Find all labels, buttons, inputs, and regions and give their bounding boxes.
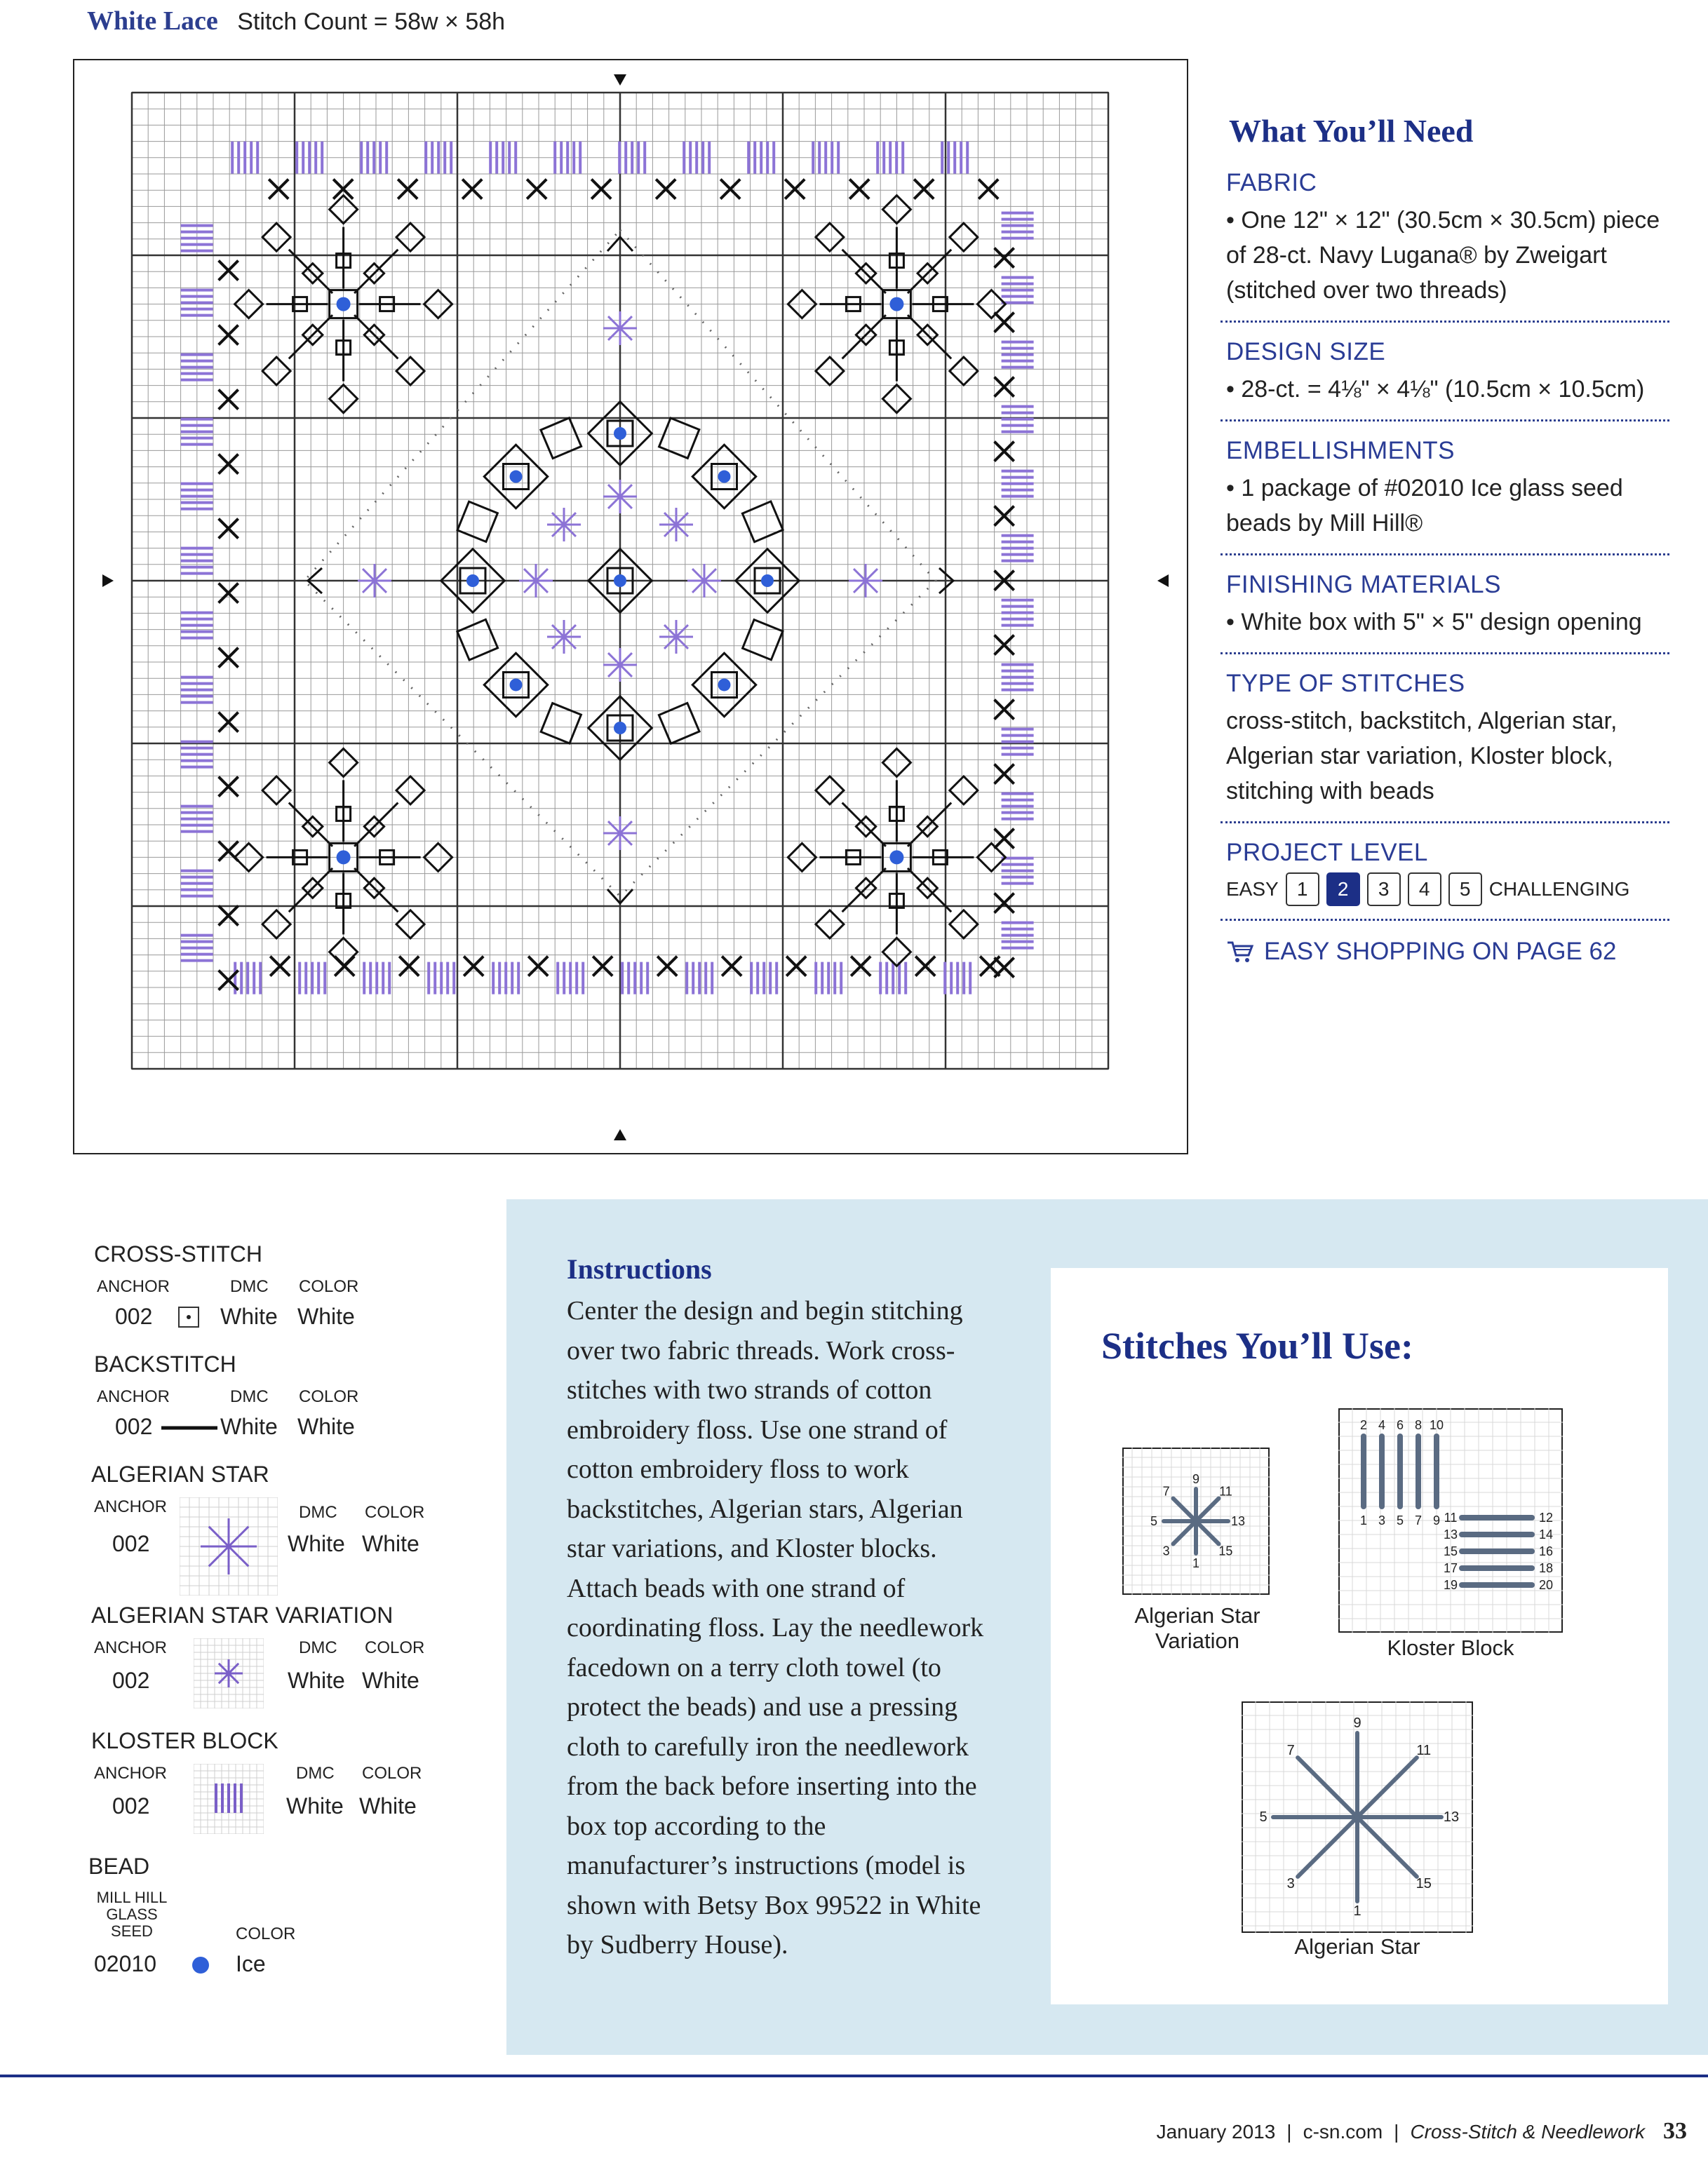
stitch-number: 1 (1192, 1556, 1200, 1570)
fabric-heading: FABRIC (1226, 169, 1317, 196)
algerian-star-motif (603, 311, 637, 345)
footer-rule (0, 2075, 1708, 2077)
algerian-star-key-icon (180, 1497, 278, 1596)
stitch-number: 3 (1378, 1513, 1386, 1527)
algerian-star-variation-diagram (1122, 1448, 1270, 1595)
key-alg-anchor: 002 (112, 1531, 150, 1556)
stitch-number: 13 (1443, 1527, 1458, 1542)
key-cross-dmc: White (220, 1304, 278, 1329)
page-number: 33 (1663, 2118, 1687, 2144)
arrow-top-icon (614, 74, 626, 86)
design-size-heading: DESIGN SIZE (1226, 338, 1386, 365)
bead (614, 574, 626, 587)
cross-stitch-chart (73, 59, 1188, 1154)
level-box-5: 5 (1448, 872, 1482, 906)
level-box-2: 2 (1326, 872, 1360, 906)
cross-symbol-icon (178, 1307, 199, 1328)
key-cross-row (77, 1277, 470, 1351)
level-box-3: 3 (1367, 872, 1401, 906)
key-algvar-color: White (362, 1668, 419, 1693)
star-arm (229, 1673, 238, 1683)
level-challenging-label: CHALLENGING (1488, 878, 1630, 900)
key-kloster-dmc: White (286, 1793, 344, 1819)
bead-dot-icon (191, 1955, 210, 1975)
stitch-number: 11 (1416, 1743, 1432, 1759)
bead (889, 297, 903, 311)
level-box-1: 1 (1286, 872, 1319, 906)
key-color-label: COLOR (299, 1277, 359, 1296)
key-alg-dmc: White (288, 1531, 345, 1556)
page-footer (1157, 2118, 1687, 2145)
key-bead-title: BEAD (88, 1854, 150, 1879)
bead (337, 297, 351, 311)
key-alg-title: ALGERIAN STAR (91, 1462, 269, 1487)
key-cross-title: CROSS-STITCH (94, 1241, 262, 1267)
key-anchor-label: ANCHOR (97, 1277, 170, 1296)
bead (466, 574, 479, 587)
key-anchor-label: ANCHOR (94, 1764, 168, 1783)
backstitch-line-icon (161, 1425, 217, 1431)
key-back-anchor: 002 (115, 1414, 153, 1439)
key-back-row (77, 1387, 470, 1462)
algerian-star-variation-key-icon (194, 1638, 264, 1708)
stitch-number: 15 (1218, 1544, 1233, 1558)
stitch-number: 7 (1286, 1743, 1295, 1759)
embellishments-heading: EMBELLISHMENTS (1226, 437, 1455, 464)
footer-publication: Cross-Stitch & Needlework (1410, 2121, 1645, 2143)
key-algvar-anchor: 002 (112, 1668, 150, 1693)
key-bead-number: 02010 (94, 1951, 156, 1976)
finishing-section (1221, 562, 1669, 654)
bead (510, 678, 523, 691)
algerian-star-motif (603, 480, 637, 513)
bead (718, 471, 730, 483)
key-alg-row (77, 1497, 470, 1603)
key-dmc-label: DMC (230, 1277, 269, 1296)
footer-date: January 2013 (1156, 2121, 1276, 2143)
materials-panel (1221, 112, 1669, 966)
algerian-star-motif (603, 648, 637, 682)
stitch-number: 1 (1353, 1903, 1361, 1919)
key-algvar-row (77, 1638, 470, 1728)
stitch-number: 9 (1192, 1472, 1200, 1486)
key-back-title: BACKSTITCH (94, 1351, 236, 1377)
key-kloster-color: White (359, 1793, 417, 1819)
stitch-number: 19 (1443, 1578, 1458, 1592)
key-kloster-row (77, 1764, 470, 1854)
key-color-label: COLOR (299, 1387, 359, 1406)
stitch-number: 1 (1359, 1513, 1368, 1527)
algerian-star-motif (659, 508, 693, 541)
chart-canvas (74, 60, 1187, 1153)
bead (761, 574, 774, 587)
stitch-types-heading: TYPE OF STITCHES (1226, 670, 1465, 697)
floss-key (77, 1241, 470, 1995)
footer-separator: | (1286, 2121, 1292, 2143)
star-arm (219, 1673, 229, 1683)
stitch-number: 10 (1429, 1418, 1444, 1432)
stitch-number: 11 (1444, 1511, 1458, 1525)
bead (889, 850, 903, 864)
algerian-star-motif (547, 620, 581, 654)
stitch-number: 16 (1538, 1544, 1554, 1558)
shopping-cart-icon (1226, 940, 1254, 964)
level-easy-label: EASY (1226, 878, 1279, 900)
key-anchor-label: ANCHOR (97, 1387, 170, 1406)
footer-site[interactable]: c-sn.com (1303, 2121, 1383, 2143)
key-dmc-label: DMC (299, 1638, 337, 1657)
stitch-number: 9 (1353, 1715, 1361, 1731)
stitch-number: 15 (1443, 1544, 1458, 1558)
design-size-text: • 28-ct. = 4⅛" × 4⅛" (10.5cm × 10.5cm) (1226, 376, 1645, 403)
fabric-text: • One 12" × 12" (30.5cm × 30.5cm) piece of 28-ct. Navy Lugana® by Zweigart (stitched over two threads) (1226, 207, 1660, 304)
arrow-bottom-icon (614, 1129, 626, 1140)
algerian-star-motif (603, 816, 637, 850)
key-dmc-label: DMC (296, 1764, 335, 1783)
key-cross-color: White (297, 1304, 355, 1329)
key-bead-color-label: COLOR (236, 1924, 296, 1943)
kloster-block-diagram (1338, 1408, 1563, 1633)
stitch-number: 18 (1538, 1561, 1554, 1575)
algerian-star-motif (519, 564, 553, 598)
key-back-color: White (297, 1414, 355, 1439)
key-dmc-label: DMC (299, 1503, 337, 1522)
finishing-text: • White box with 5" × 5" design opening (1226, 609, 1642, 635)
chart-title: White Lace (87, 6, 218, 36)
key-color-label: COLOR (365, 1503, 425, 1522)
key-dmc-label: DMC (230, 1387, 269, 1406)
stitch-number: 3 (1286, 1875, 1295, 1891)
footer-separator: | (1394, 2121, 1399, 2143)
arrow-right-icon (1157, 574, 1169, 587)
stitch-types-section (1221, 661, 1669, 823)
key-kloster-anchor: 002 (112, 1793, 150, 1819)
stitch-number: 17 (1443, 1561, 1458, 1575)
stitch-number: 20 (1538, 1578, 1554, 1592)
bead (337, 850, 351, 864)
stitch-number: 6 (1396, 1418, 1404, 1432)
stitch-types-text: cross-stitch, backstitch, Algerian star, Algerian star variation, Kloster block, stitching with beads (1226, 708, 1618, 804)
key-algvar-dmc: White (288, 1668, 345, 1693)
key-back-dmc: White (220, 1414, 278, 1439)
stitches-card (1051, 1268, 1668, 2004)
materials-heading: What You’ll Need (1229, 113, 1474, 149)
algerian-star-variation-label: Algerian Star Variation (1134, 1603, 1260, 1653)
algerian-star-motif (358, 564, 391, 598)
stitch-number: 9 (1432, 1513, 1441, 1527)
key-kloster-title: KLOSTER BLOCK (91, 1728, 278, 1753)
embellishments-text: • 1 package of #02010 Ice glass seed beads by Mill Hill® (1226, 475, 1623, 537)
shopping-text: EASY SHOPPING ON PAGE 62 (1264, 938, 1617, 965)
algerian-star-motif (659, 620, 693, 654)
stitch-number: 13 (1443, 1809, 1460, 1825)
algerian-star-label: Algerian Star (1294, 1934, 1420, 1959)
key-color-label: COLOR (365, 1638, 425, 1657)
chart-header (87, 6, 505, 36)
bead (614, 722, 626, 734)
stitch-number: 11 (1219, 1484, 1232, 1499)
algerian-star-diagram (1242, 1701, 1473, 1933)
algerian-star-motif (687, 564, 721, 598)
stitch-number: 5 (1259, 1809, 1267, 1825)
key-cross-anchor: 002 (115, 1304, 153, 1329)
embellishments-section (1221, 429, 1669, 555)
star-arm (229, 1664, 238, 1673)
project-level-section (1221, 830, 1669, 921)
instructions-text: Center the design and begin stitching over two fabric threads. Work cross-stitches with two strands of cotton embroidery floss. Use one strand of cotton embroidery floss to work backstitches, Algerian stars, Algerian star variations, and Kloster blocks. Attach beads with one strand of coordinating floss. Lay the needlework facedown on a terry cloth towel (to protect the beads) and use a pressing cloth to carefully iron the needlework from the back before inserting into the box top according to the manufacturer’s instructions (model is shown with Betsy Box 99522 in White by Sudberry House). (567, 1296, 984, 1960)
star-arm (219, 1664, 229, 1673)
finishing-heading: FINISHING MATERIALS (1226, 571, 1501, 598)
stitch-number: 13 (1230, 1514, 1246, 1528)
bead (718, 678, 730, 691)
stitch-number: 2 (1359, 1418, 1368, 1432)
stitch-number: 7 (1414, 1513, 1423, 1527)
stitch-number: 5 (1150, 1514, 1158, 1528)
key-alg-color: White (362, 1531, 419, 1556)
stitch-number: 15 (1416, 1875, 1432, 1891)
key-anchor-label: ANCHOR (94, 1638, 168, 1657)
arrow-left-icon (102, 574, 114, 587)
algerian-star-motif (547, 508, 581, 541)
key-color-label: COLOR (362, 1764, 422, 1783)
key-algvar-title: ALGERIAN STAR VARIATION (91, 1603, 394, 1628)
kloster-block-key-icon (194, 1764, 264, 1834)
key-bead-mill-label: MILL HILL GLASS SEED (96, 1889, 168, 1940)
stitch-number: 7 (1162, 1484, 1170, 1499)
design-size-section (1221, 330, 1669, 421)
bead (510, 471, 523, 483)
fabric-section (1221, 161, 1669, 323)
stitch-number: 12 (1538, 1511, 1554, 1525)
stitches-heading: Stitches You’ll Use: (1101, 1325, 1413, 1367)
stitch-number: 4 (1378, 1418, 1386, 1432)
key-bead-color: Ice (236, 1951, 266, 1976)
shopping-link[interactable] (1221, 928, 1669, 966)
stitch-number: 14 (1538, 1527, 1554, 1542)
level-box-4: 4 (1408, 872, 1441, 906)
stitch-count: Stitch Count = 58w × 58h (237, 8, 506, 35)
stitch-number: 5 (1396, 1513, 1404, 1527)
kloster-block-label: Kloster Block (1387, 1635, 1514, 1660)
bead (614, 427, 626, 440)
instructions-heading: Instructions (567, 1253, 712, 1285)
stitch-number: 3 (1162, 1544, 1170, 1558)
key-bead-row (77, 1889, 470, 1995)
level-scale (1226, 872, 1669, 906)
key-anchor-label: ANCHOR (94, 1497, 168, 1516)
stitch-number: 8 (1414, 1418, 1423, 1432)
instructions-block (567, 1253, 988, 1965)
project-level-heading: PROJECT LEVEL (1226, 839, 1428, 866)
algerian-star-motif (849, 564, 882, 598)
